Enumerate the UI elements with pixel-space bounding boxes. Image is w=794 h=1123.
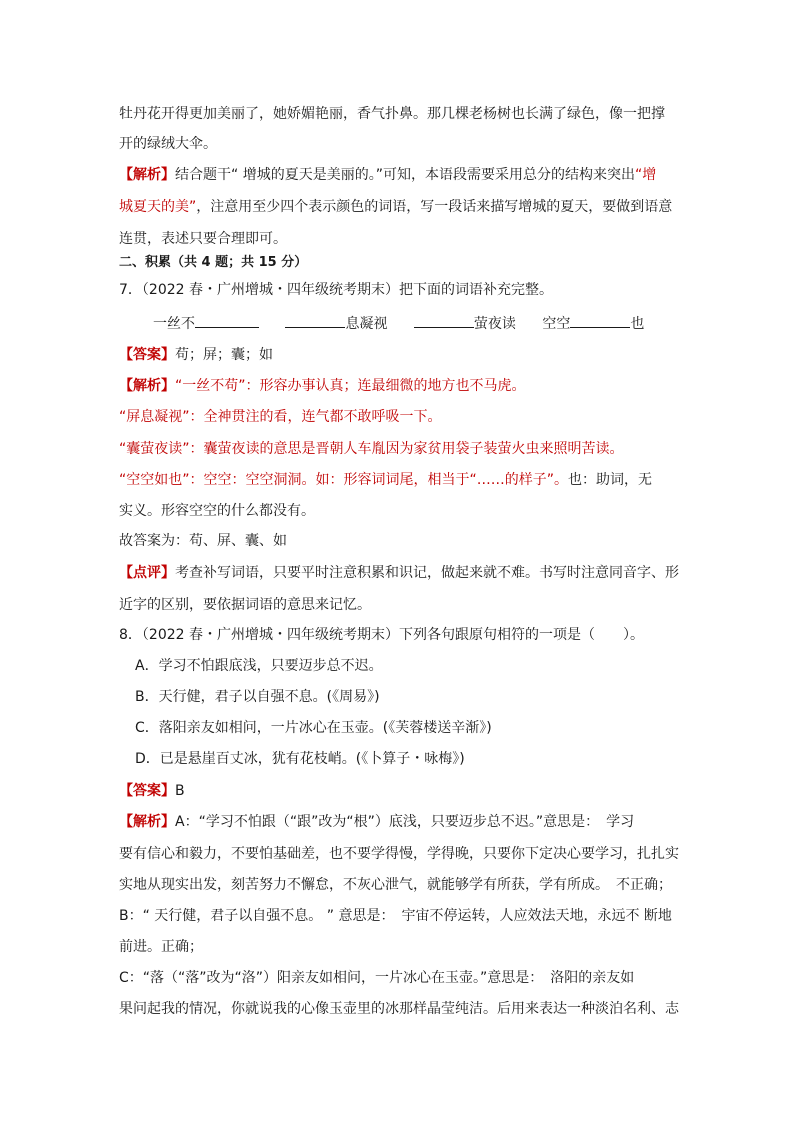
answer-tag: 【答案】: [119, 783, 175, 799]
answer-line: 【答案】B: [119, 783, 185, 799]
fill-blank-row: 一丝不 息凝视 萤夜读 空空 也: [153, 313, 644, 334]
question-7: 7．（2022 春・广州增城・四年级统考期末）把下面的词语补充完整。: [119, 282, 553, 298]
analysis-line: 城夏天的美”，注意用至少四个表示颜色的词语，写一段话来描写增城的夏天，要做到语意: [119, 199, 673, 215]
analysis-tag: 【解析】: [119, 378, 175, 394]
analysis-line: 【解析】结合题干“ 增城的夏天是美丽的。”可知，本语段需要采用总分的结构来突出“增: [119, 167, 657, 183]
answer-line: 【答案】苟；屏；囊；如: [119, 347, 273, 363]
analysis-line: 前进。正确；: [119, 939, 203, 955]
essay-text-line: 牡丹花开得更加美丽了，她娇媚艳丽，香气扑鼻。那几棵老杨树也长满了绿色，像一把撑: [119, 106, 665, 122]
analysis-line: “囊萤夜读”：囊萤夜读的意思是晋朝人车胤因为家贫用袋子装萤火虫来照明苦读。: [119, 441, 624, 457]
section-heading: 二、积累（共 4 题；共 15 分）: [119, 255, 308, 270]
blank-1: [195, 313, 259, 328]
analysis-line: C：“落（“落”改为“洛”）阳亲友如相问，一片冰心在玉壶。”意思是： 洛阳的亲友如: [119, 970, 635, 986]
analysis-tag: 【解析】: [119, 814, 175, 830]
analysis-line: 果问起我的情况，你就说我的心像玉壶里的冰那样晶莹纯洁。后用来表达一种淡泊名利、志: [119, 1001, 679, 1017]
answer-tag: 【答案】: [119, 347, 175, 363]
analysis-line: “屏息凝视”：全神贯注的看，连气都不敢呼吸一下。: [119, 409, 442, 425]
analysis-line: 故答案为：苟、屏、囊、如: [119, 533, 287, 549]
blank-3: [414, 313, 474, 328]
option-c: C．落阳亲友如相问，一片冰心在玉壶。(《芙蓉楼送辛渐》): [135, 720, 492, 736]
analysis-line: 实地从现实出发，刻苦努力不懈怠，不灰心泄气，就能够学有所获，学有所成。 不正确；: [119, 877, 672, 893]
comment-line: 近字的区别，要依据词语的意思来记忆。: [119, 597, 371, 613]
analysis-line: 【解析】A：“学习不怕跟（“跟”改为“根”）底浅，只要迈步总不迟。”意思是： 学习: [119, 814, 635, 830]
question-8: 8．（2022 春・广州增城・四年级统考期末）下列各句跟原句相符的一项是（ ）。: [119, 627, 644, 643]
analysis-line: “空空如也”：空空：空空洞洞。如：形容词词尾，相当于“……的样子”。也：助词，无: [119, 472, 653, 488]
option-a: A．学习不怕跟底浅，只要迈步总不迟。: [135, 658, 383, 674]
analysis-line: 实义。形容空空的什么都没有。: [119, 503, 315, 519]
blank-4: [570, 313, 630, 328]
comment-tag: 【点评】: [119, 565, 175, 581]
analysis-line: 【解析】“一丝不苟”：形容办事认真；连最细微的地方也不马虎。: [119, 378, 526, 394]
option-d: D．已是悬崖百丈冰，犹有花枝峭。(《卜算子・咏梅》): [135, 751, 465, 767]
analysis-line: 要有信心和毅力，不要怕基础差，也不要学得慢，学得晚，只要你下定决心要学习，扎扎实: [119, 846, 679, 862]
analysis-line: B：“ 天行健，君子以自强不息。 ” 意思是： 宇宙不停运转，人应效法天地，永远不 断地: [119, 908, 672, 924]
comment-line: 【点评】考查补写词语，只要平时注意积累和识记，做起来就不难。书写时注意同音字、形: [119, 565, 679, 581]
analysis-line: 连贯，表述只要合理即可。: [119, 231, 287, 247]
blank-2: [285, 313, 345, 328]
analysis-tag: 【解析】: [119, 167, 175, 183]
essay-text-line: 开的绿绒大伞。: [119, 136, 217, 152]
option-b: B．天行健，君子以自强不息。(《周易》): [135, 689, 380, 705]
